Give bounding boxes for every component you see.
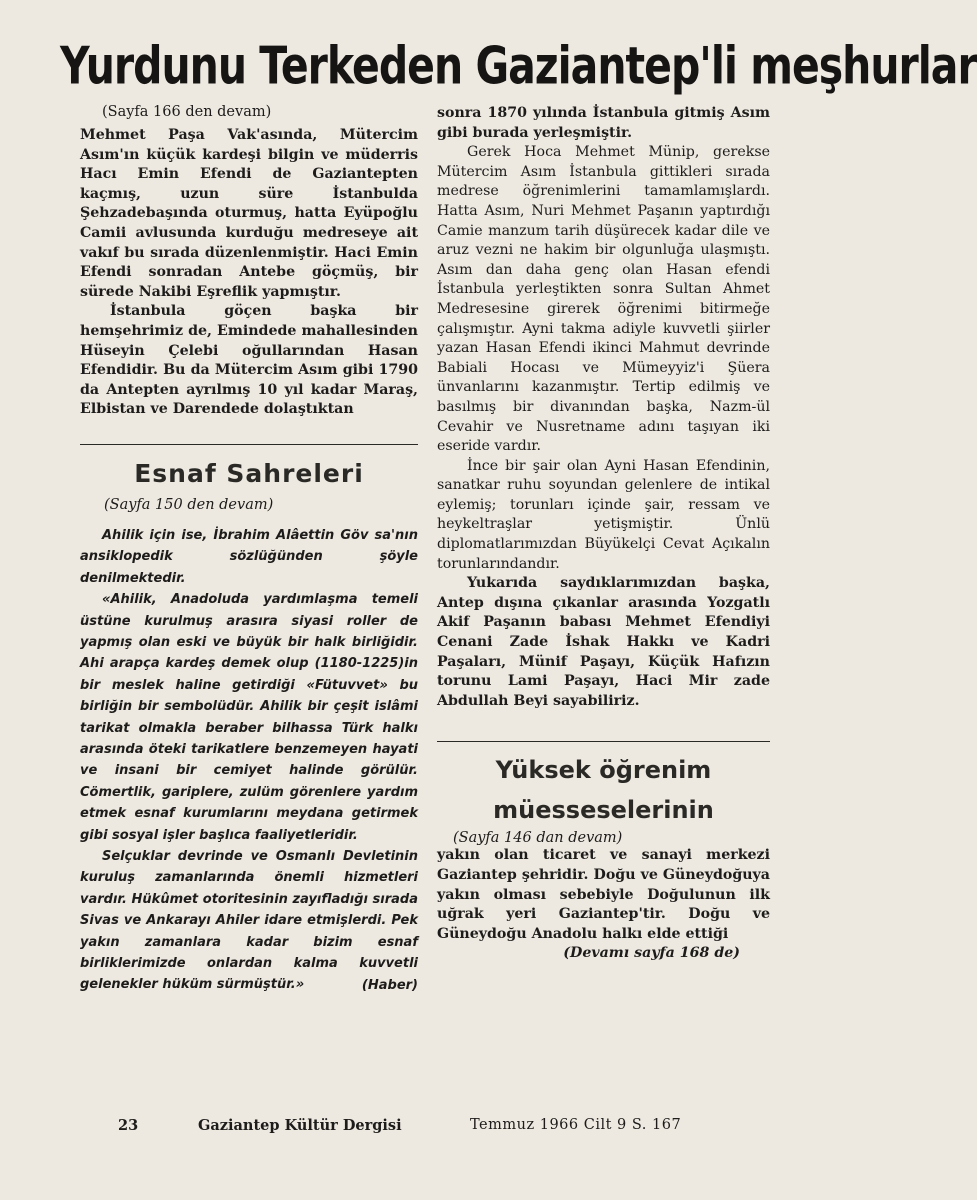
magazine-name: Gaziantep Kültür Dergisi <box>198 1117 402 1134</box>
right-column <box>437 104 770 964</box>
paragraph: Gerek Hoca Mehmet Münip, gerekse Mütercim Asım İstanbula gittikleri sırada medrese öğrenimlerini tamamlamışlardı. Hatta Asım, Nuri Mehmet Paşanın yaptırdığı Camie manzum tarih düşürecek kadar dile ve aruz vezni ne hakim bir olgunluğa ulaşmıştı. Asım dan daha genç olan Hasan efendi İstanbula yerleştikten sonra Sultan Ahmet Medresesine girerek öğrenimi bitirmeğe çalışmıştır. Ayni takma adiyle kuvvetli şiirler yazan Hasan Efendi ikinci Mahmut devrinde Babiali Hocası ve Mümeyyiz'i Şüera ünvanlarını kazanmıştır. Tertip edilmiş ve basılmış bir divanından başka, Nazm-ül Cevahir ve Nusretname adını taşıyan iki eseride vardır. <box>437 144 770 455</box>
issue-info: Temmuz 1966 Cilt 9 S. 167 <box>470 1117 682 1133</box>
paragraph: İstanbula göçen başka bir hemşehrimiz de, Emindede mahallesinden Hüseyin Çelebi oğullarından Hasan Efendidir. Bu da Mütercim Asım gibi 1790 da Antepten ayrılmış 10 yıl kadar Maraş, Elbistan ve Darendede dolaştıktan <box>80 303 418 418</box>
paragraph: Selçuklar devrinde ve Osmanlı Devletinin kuruluş zamanlarında önemli hizmetleri vardır. Hükûmet otoritesinin zayıfladığı sırada Sivas ve Ankarayı Ahiler idare etmişlerdi. Pek yakın zamanlara kadar bizim esnaf birliklerimizde onlardan kalma kuvvetli gelenekler hüküm sürmüştür.» <box>80 849 418 993</box>
paragraph: «Ahilik, Anadoluda yardımlaşma temeli üstüne kurulmuş arasıra siyasi roller de yapmış olan eski ve büyük bir halk birliğidir. Ahi arapça kardeş demek olup (1180-1225)in bir meslek haline getirdiği «Fütuvvet» bu birliğin bir sembolüdür. Ahilik bir çeşit islâmi tarikat olmakla beraber bilhassa Türk halkı arasında öteki tarikatlere benzemeyen hayati ve insani bir cemiyet halinde görülür. Cömertlik, gariplere, zulüm görenlere yardım etmek esnaf kurumlarını meydana getirmek gibi sosyal işler başlıca faaliyetleridir. <box>80 592 418 843</box>
esnaf-section-title: Esnaf Sahreleri <box>134 458 364 488</box>
headline: Yurdunu Terkeden Gaziantep'li meşhurlar <box>60 36 977 96</box>
paragraph: İnce bir şair olan Ayni Hasan Efendinin, sanatkar ruhu soyundan gelenlere de intikal eylemiş; torunları içinde şair, ressam ve heykeltraşlar yetişmiştir. Ünlü diplomatlarımızdan Büyükelçi Cevat Açıkalın torunlarındandır. <box>437 457 770 572</box>
continued-note: (Sayfa 150 den devam) <box>104 496 274 513</box>
continued-note: (Sayfa 166 den devam) <box>102 104 272 120</box>
continued-note: (Sayfa 146 dan devam) <box>453 830 623 847</box>
paragraph: yakın olan ticaret ve sanayi merkezi Gaziantep şehridir. Doğu ve Güneydoğuya yakın olması sebebiyle Doğulunun ilk uğrak yeri Gaziantep'tir. Doğu ve Güneydoğu Anadolu halkı elde ettiği <box>437 847 770 942</box>
continued-to-note: (Devamı sayfa 168 de) <box>563 945 740 962</box>
yuksek-title-line2: müesseselerinin <box>493 796 714 825</box>
paragraph: Mehmet Paşa Vak'asında, Mütercim Asım'ın küçük kardeşi bilgin ve müderris Hacı Emin Efendi de Gaziantepten kaçmış, uzun süre İstanbulda Şehzadebaşında oturmuş, hatta Eyüpoğlu Camii avlusunda kurduğu medreseye ait vakıf bu sırada düzenlenmiştir. Haci Emin Efendi sonradan Antebe göçmüş, bir sürede Nakibi Eşreflik yapmıştır. <box>80 127 418 300</box>
paragraph: sonra 1870 yılında İstanbula gitmiş Asım gibi burada yerleşmiştir. <box>437 105 770 141</box>
paragraph: Ahilik için ise, İbrahim Alâettin Göv sa'nın ansiklopedik sözlüğünden şöyle denilmektedir. <box>80 527 418 586</box>
page-number: 23 <box>118 1117 139 1134</box>
yuksek-title-line1: Yüksek öğrenim <box>495 756 712 785</box>
source-credit-text: (Haber) <box>361 977 418 993</box>
left-column <box>80 104 418 996</box>
paragraph: Yukarıda saydıklarımızdan başka, Antep dışına çıkanlar arasında Yozgatlı Akif Paşanın babası Mehmet Efendiyi Cenani Zade İshak Hakkı ve Kadri Paşaları, Münif Paşayı, Küçük Hafızın torunu Lami Paşayı, Haci Mir zade Abdullah Beyi sayabiliriz. <box>437 575 770 709</box>
